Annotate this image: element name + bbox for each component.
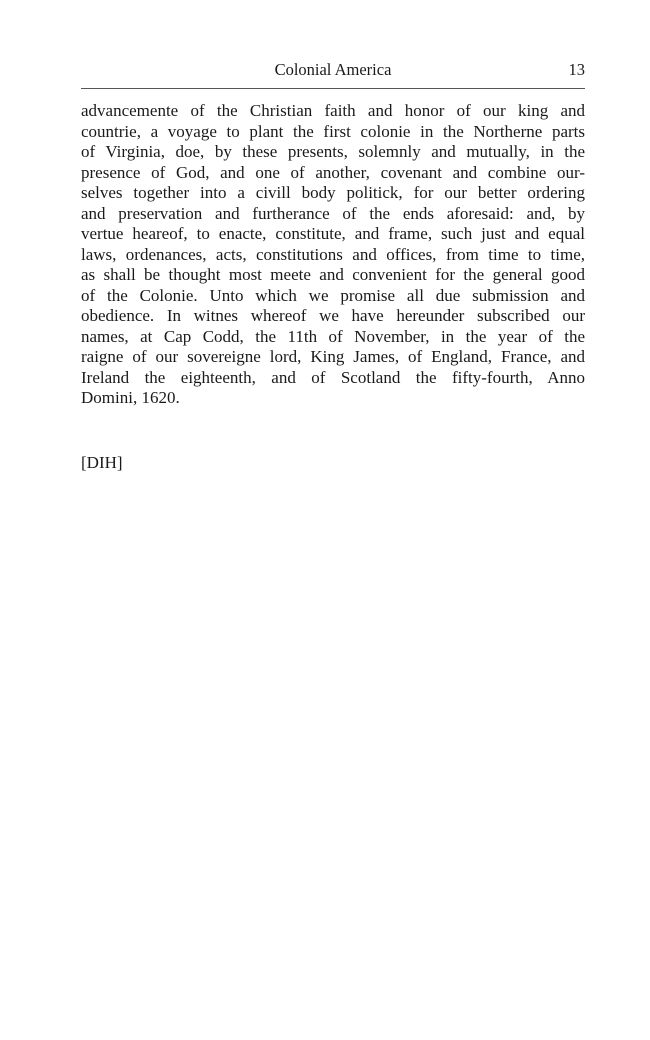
page-number: 13 bbox=[568, 60, 585, 79]
text-line: laws, ordenances, acts, constitutions and offices, from time to time, bbox=[81, 244, 585, 264]
text-line: advancemente of the Christian faith and honor of our king and bbox=[81, 101, 585, 120]
text-line: as shall be thought most meete and convenient for the general good bbox=[81, 265, 585, 284]
text-line: of the Colonie. Unto which we promise all due submission and bbox=[81, 285, 585, 305]
text-line: obedience. In witnes whereof we have hereunder subscribed our bbox=[81, 306, 585, 325]
text-line: raigne of our sovereigne lord, King James, of England, France, and bbox=[81, 347, 585, 366]
text-line: names, at Cap Codd, the 11th of November, in the year of the bbox=[81, 326, 585, 346]
text-line: of Virginia, doe, by these presents, solemnly and mutually, in the bbox=[81, 142, 585, 161]
text-line: and preservation and furtherance of the ends aforesaid: and, by bbox=[81, 203, 585, 223]
header-rule bbox=[81, 88, 585, 89]
text-line: selves together into a civill body politick, for our better ordering bbox=[81, 183, 585, 202]
author-initials: [DIH] bbox=[81, 453, 123, 472]
page-header bbox=[81, 60, 585, 86]
text-line: presence of God, and one of another, covenant and combine our- bbox=[81, 162, 585, 182]
text-line: Ireland the eighteenth, and of Scotland the fifty-fourth, Anno bbox=[81, 367, 585, 387]
text-line: vertue heareof, to enacte, constitute, and frame, such just and equal bbox=[81, 224, 585, 243]
running-title: Colonial America bbox=[274, 60, 392, 79]
body-text bbox=[81, 101, 585, 409]
text-line: Domini, 1620. bbox=[81, 388, 180, 407]
text-line: countrie, a voyage to plant the first colonie in the Northerne parts bbox=[81, 121, 585, 141]
